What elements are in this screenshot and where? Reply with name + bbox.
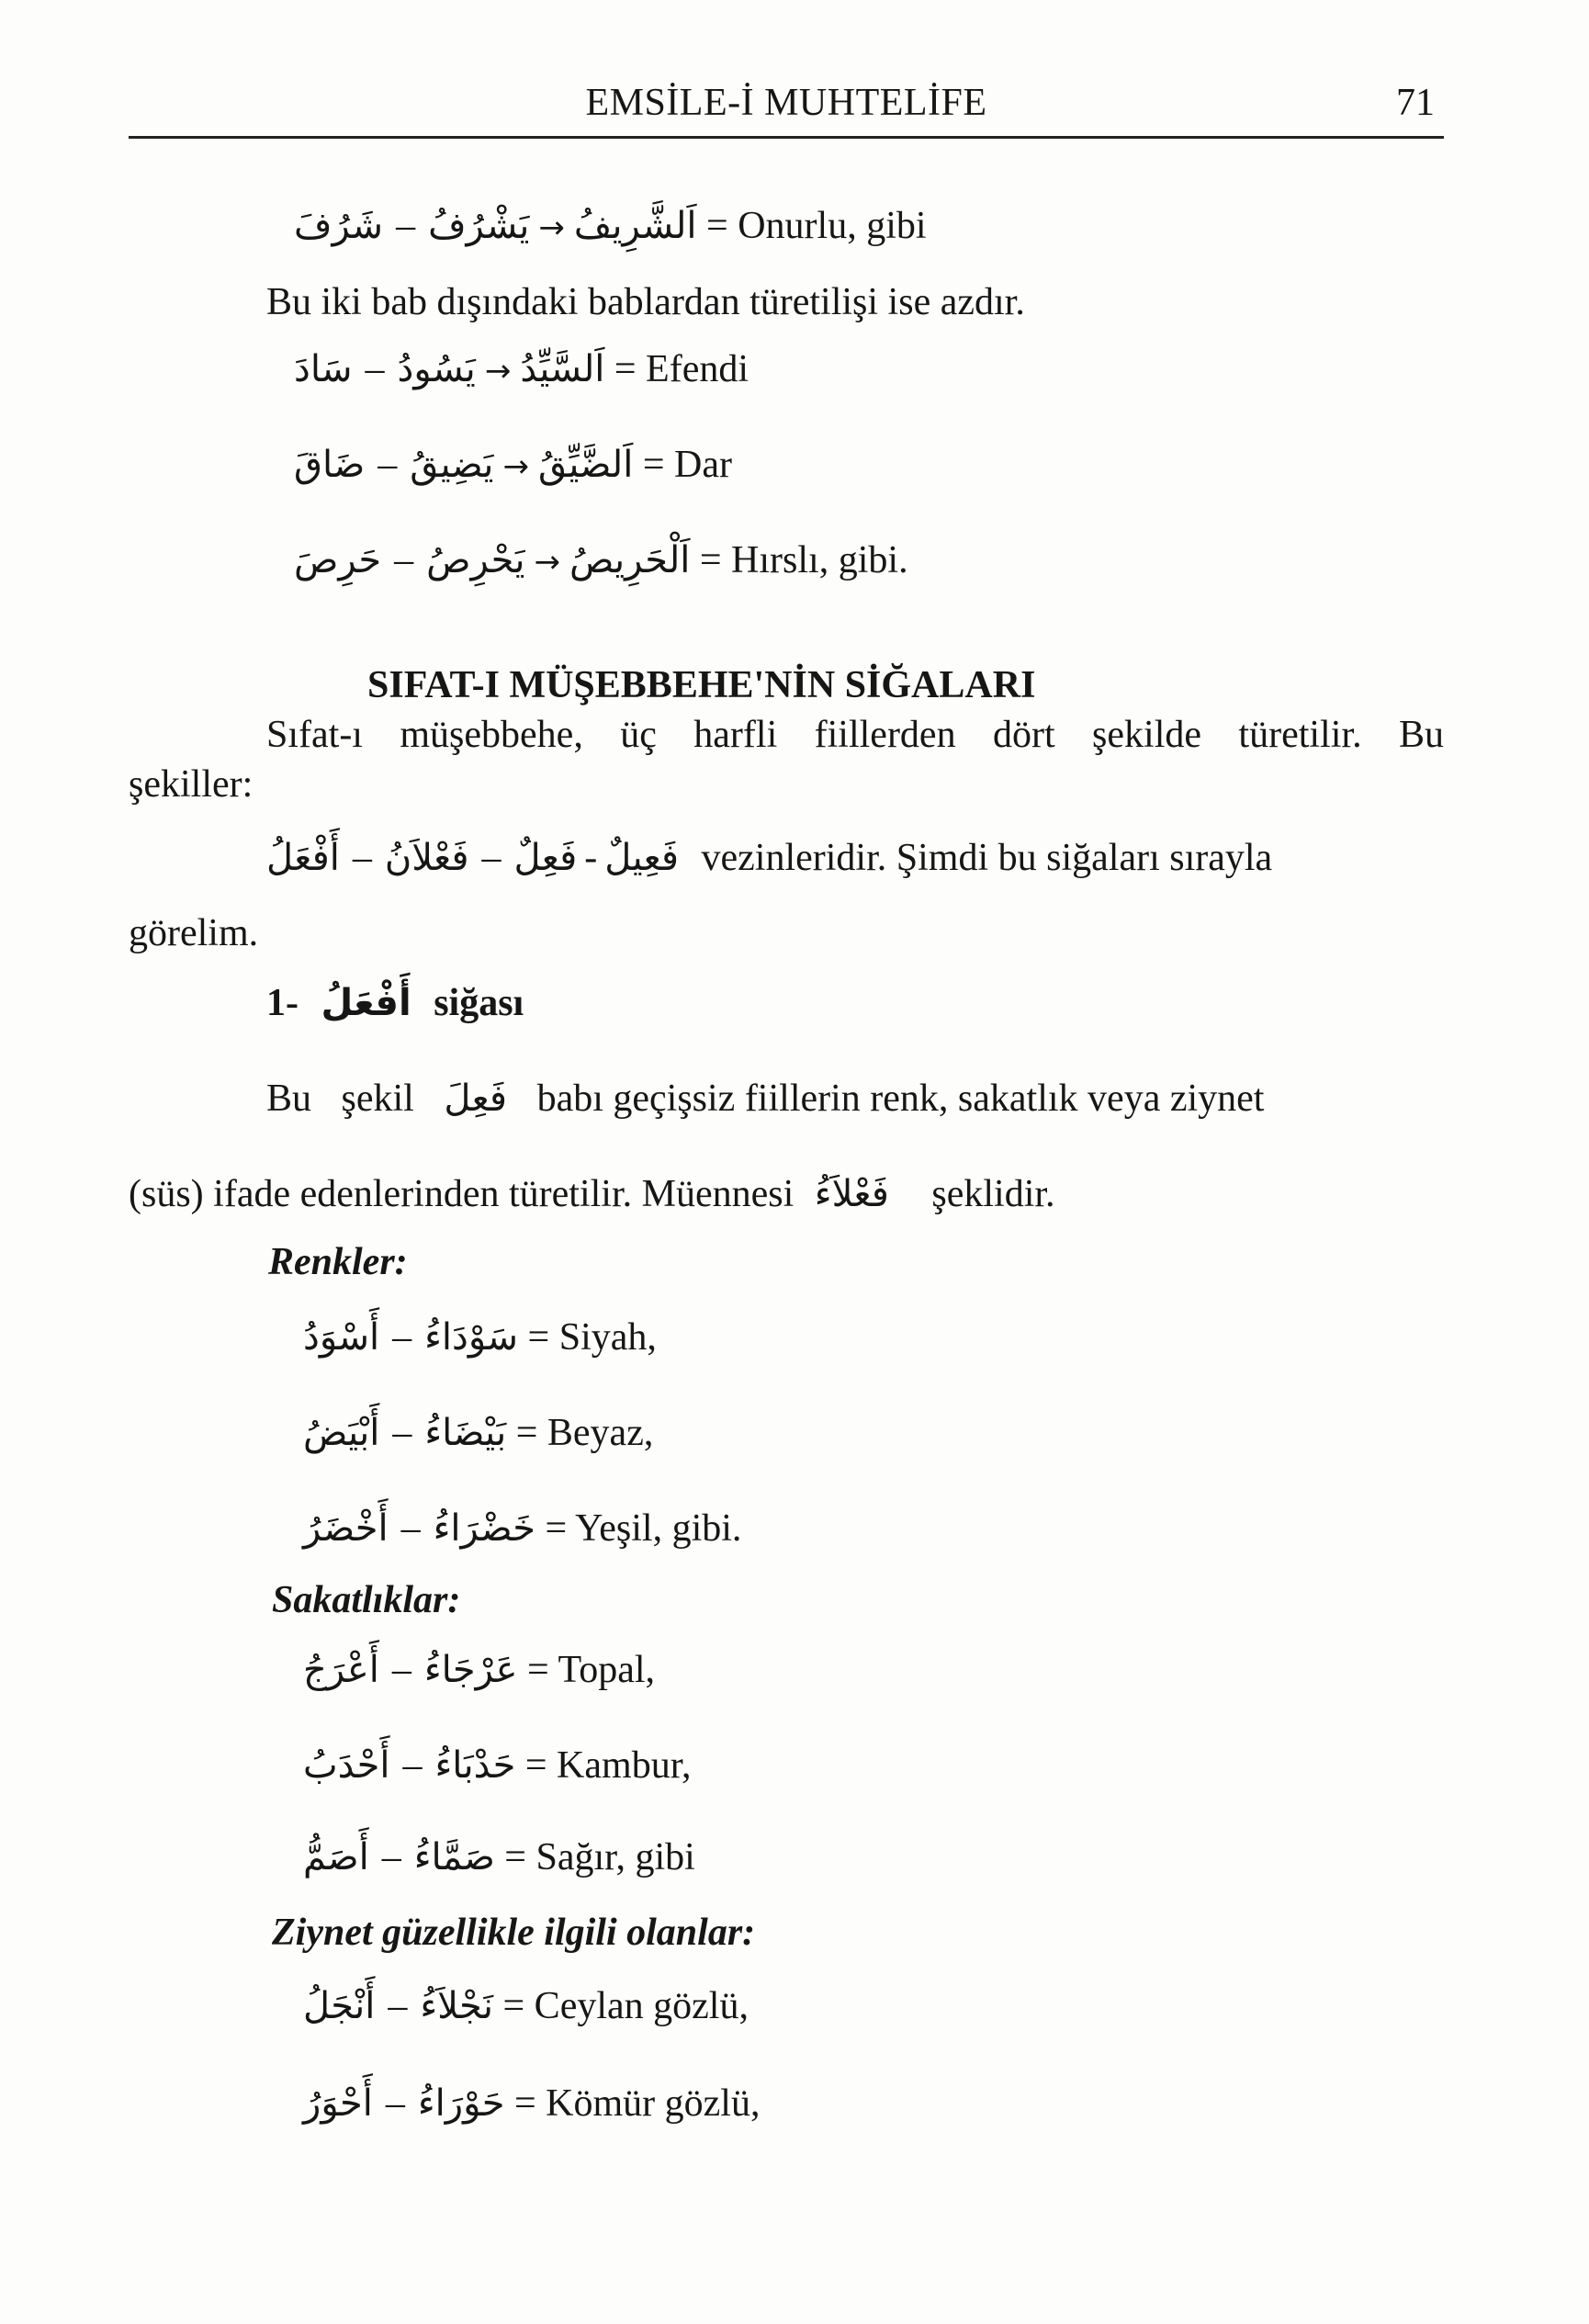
color-item: أَسْوَدُ – سَوْدَاءُ = Siyah, — [303, 1316, 657, 1359]
header-title: EMSİLE-İ MUHTELİFE — [585, 82, 987, 124]
arabic-word: حَدْبَاءُ — [434, 1744, 516, 1787]
disability-item: أَحْدَبُ – حَدْبَاءُ = Kambur, — [303, 1744, 692, 1787]
example-line-seyyid: سَادَ – يَسُودُ → اَلسَّيِّدُ = Efendi — [294, 348, 749, 390]
arabic-word: أَصَمُّ — [303, 1836, 369, 1878]
arabic-word: أَفْعَلُ — [321, 982, 411, 1024]
arabic-word: يَحْرِصُ — [426, 539, 525, 581]
arabic-word: اَلسَّيِّدُ — [520, 348, 605, 390]
arabic-word: حَوْرَاءُ — [417, 2082, 505, 2125]
arabic-word: خَضْرَاءُ — [433, 1507, 536, 1550]
arabic-word: فَعْلاَنُ — [384, 837, 469, 879]
meaning-text: = Beyaz, — [515, 1412, 654, 1454]
arabic-word: أَبْيَضُ — [303, 1412, 380, 1454]
arabic-word: أَحْوَرُ — [303, 2082, 373, 2125]
paragraph-text: (süs) ifade edenlerinden türetilir. Müennesi — [129, 1173, 794, 1215]
arabic-word: أَحْدَبُ — [303, 1744, 390, 1787]
section-title: SIFAT-I MÜŞEBBEHE'NİN SİĞALARI — [367, 664, 1036, 706]
paragraph-text: şekil — [341, 1077, 414, 1120]
category-title-renkler: Renkler: — [268, 1241, 408, 1283]
disability-item: أَصَمُّ – صَمَّاءُ = Sağır, gibi — [303, 1836, 695, 1878]
arabic-word: نَجْلاَءُ — [420, 1985, 493, 2027]
arabic-word: فَعْلاَءُ — [814, 1173, 889, 1215]
paragraph-text: şeklidir. — [931, 1173, 1055, 1215]
arabic-word: يَضِيقُ — [410, 444, 494, 486]
arabic-word: أَفْعَلُ — [266, 837, 340, 879]
meaning-text: = Ceylan gözlü, — [502, 1985, 749, 2027]
arabic-word: أَنْجَلُ — [303, 1985, 376, 2027]
meaning-text: = Siyah, — [527, 1316, 657, 1359]
paragraph-text: vezinleridir. Şimdi bu siğaları sırayla — [701, 837, 1273, 879]
disability-item: أَعْرَجُ – عَرْجَاءُ = Topal, — [303, 1649, 656, 1691]
arabic-word: ضَاقَ — [294, 444, 366, 486]
arabic-word: سَوْدَاءُ — [424, 1316, 519, 1359]
page-number: 71 — [1396, 82, 1435, 124]
meaning-text: = Hırslı, gibi. — [699, 539, 908, 581]
paragraph-line: Sıfat-ı müşebbehe, üç harfli fiillerden dört şekilde türetilir. Bu — [266, 714, 1444, 756]
arabic-word: سَادَ — [294, 348, 353, 390]
note-text: Bu iki bab dışındaki bablardan türetilişi ise azdır. — [266, 281, 1025, 323]
meaning-text: = Topal, — [527, 1649, 656, 1691]
running-header — [129, 81, 1444, 139]
meaning-text: = Kambur, — [524, 1744, 692, 1787]
paragraph-text: babı geçişsiz fiillerin renk, sakatlık veya ziynet — [536, 1077, 1265, 1120]
paragraph-line: şekiller: — [129, 763, 254, 806]
example-line-sharif: شَرُفَ – يَشْرُفُ → اَلشَّرِيفُ = Onurlu, gibi — [294, 205, 927, 247]
paragraph-line — [129, 1172, 1055, 1216]
category-title-sakatliklar: Sakatlıklar: — [272, 1579, 461, 1621]
arabic-word: شَرُفَ — [294, 205, 384, 247]
beauty-item: أَحْوَرُ – حَوْرَاءُ = Kömür gözlü, — [303, 2082, 761, 2125]
wazn-line: أَفْعَلُ – فَعْلاَنُ – فَعِلٌ - فَعِيلٌ vezinleridir. Şimdi bu siğaları sırayla — [266, 837, 1273, 879]
arabic-word: أَسْوَدُ — [303, 1316, 380, 1359]
subsection-title — [266, 981, 524, 1025]
meaning-text: = Kömür gözlü, — [513, 2082, 761, 2125]
arabic-word: بَيْضَاءُ — [424, 1412, 507, 1454]
paragraph-line — [266, 1077, 1264, 1121]
color-item: أَخْضَرُ – خَضْرَاءُ = Yeşil, gibi. — [303, 1507, 742, 1550]
category-title-ziynet: Ziynet güzellikle ilgili olanlar: — [272, 1912, 756, 1954]
meaning-text: = Dar — [642, 444, 733, 486]
arabic-word: حَرِصَ — [294, 539, 382, 581]
arabic-word: يَسُودُ — [397, 348, 476, 390]
arabic-word: فَعِيلٌ — [604, 837, 679, 879]
arabic-word: صَمَّاءُ — [413, 1836, 495, 1878]
example-line-dayyik: ضَاقَ – يَضِيقُ → اَلضَّيِّقُ = Dar — [294, 444, 733, 486]
example-line-harees: حَرِصَ – يَحْرِصُ → اَلْحَرِيصُ = Hırslı, gibi. — [294, 539, 908, 581]
arabic-word: يَشْرُفُ — [428, 205, 530, 247]
arabic-word: اَلضَّيِّقُ — [537, 444, 634, 486]
subsection-number: 1- — [266, 982, 299, 1024]
arabic-word: فَعِلَ — [444, 1077, 508, 1120]
arabic-word: اَلْحَرِيصُ — [569, 539, 691, 581]
arabic-word: أَخْضَرُ — [303, 1507, 389, 1550]
arabic-word: اَلشَّرِيفُ — [573, 205, 697, 247]
meaning-text: = Sağır, gibi — [504, 1836, 695, 1878]
color-item: أَبْيَضُ – بَيْضَاءُ = Beyaz, — [303, 1412, 654, 1454]
arabic-word: عَرْجَاءُ — [423, 1649, 518, 1691]
beauty-item: أَنْجَلُ – نَجْلاَءُ = Ceylan gözlü, — [303, 1985, 749, 2027]
meaning-text: = Yeşil, gibi. — [545, 1507, 742, 1550]
meaning-text: = Efendi — [614, 348, 749, 390]
meaning-text: = Onurlu, gibi — [706, 205, 927, 247]
arabic-word: أَعْرَجُ — [303, 1649, 379, 1691]
paragraph-text: Bu — [266, 1077, 312, 1120]
paragraph-line: görelim. — [129, 912, 259, 954]
arabic-word: فَعِلٌ — [513, 837, 578, 879]
subsection-label: siğası — [434, 982, 524, 1024]
